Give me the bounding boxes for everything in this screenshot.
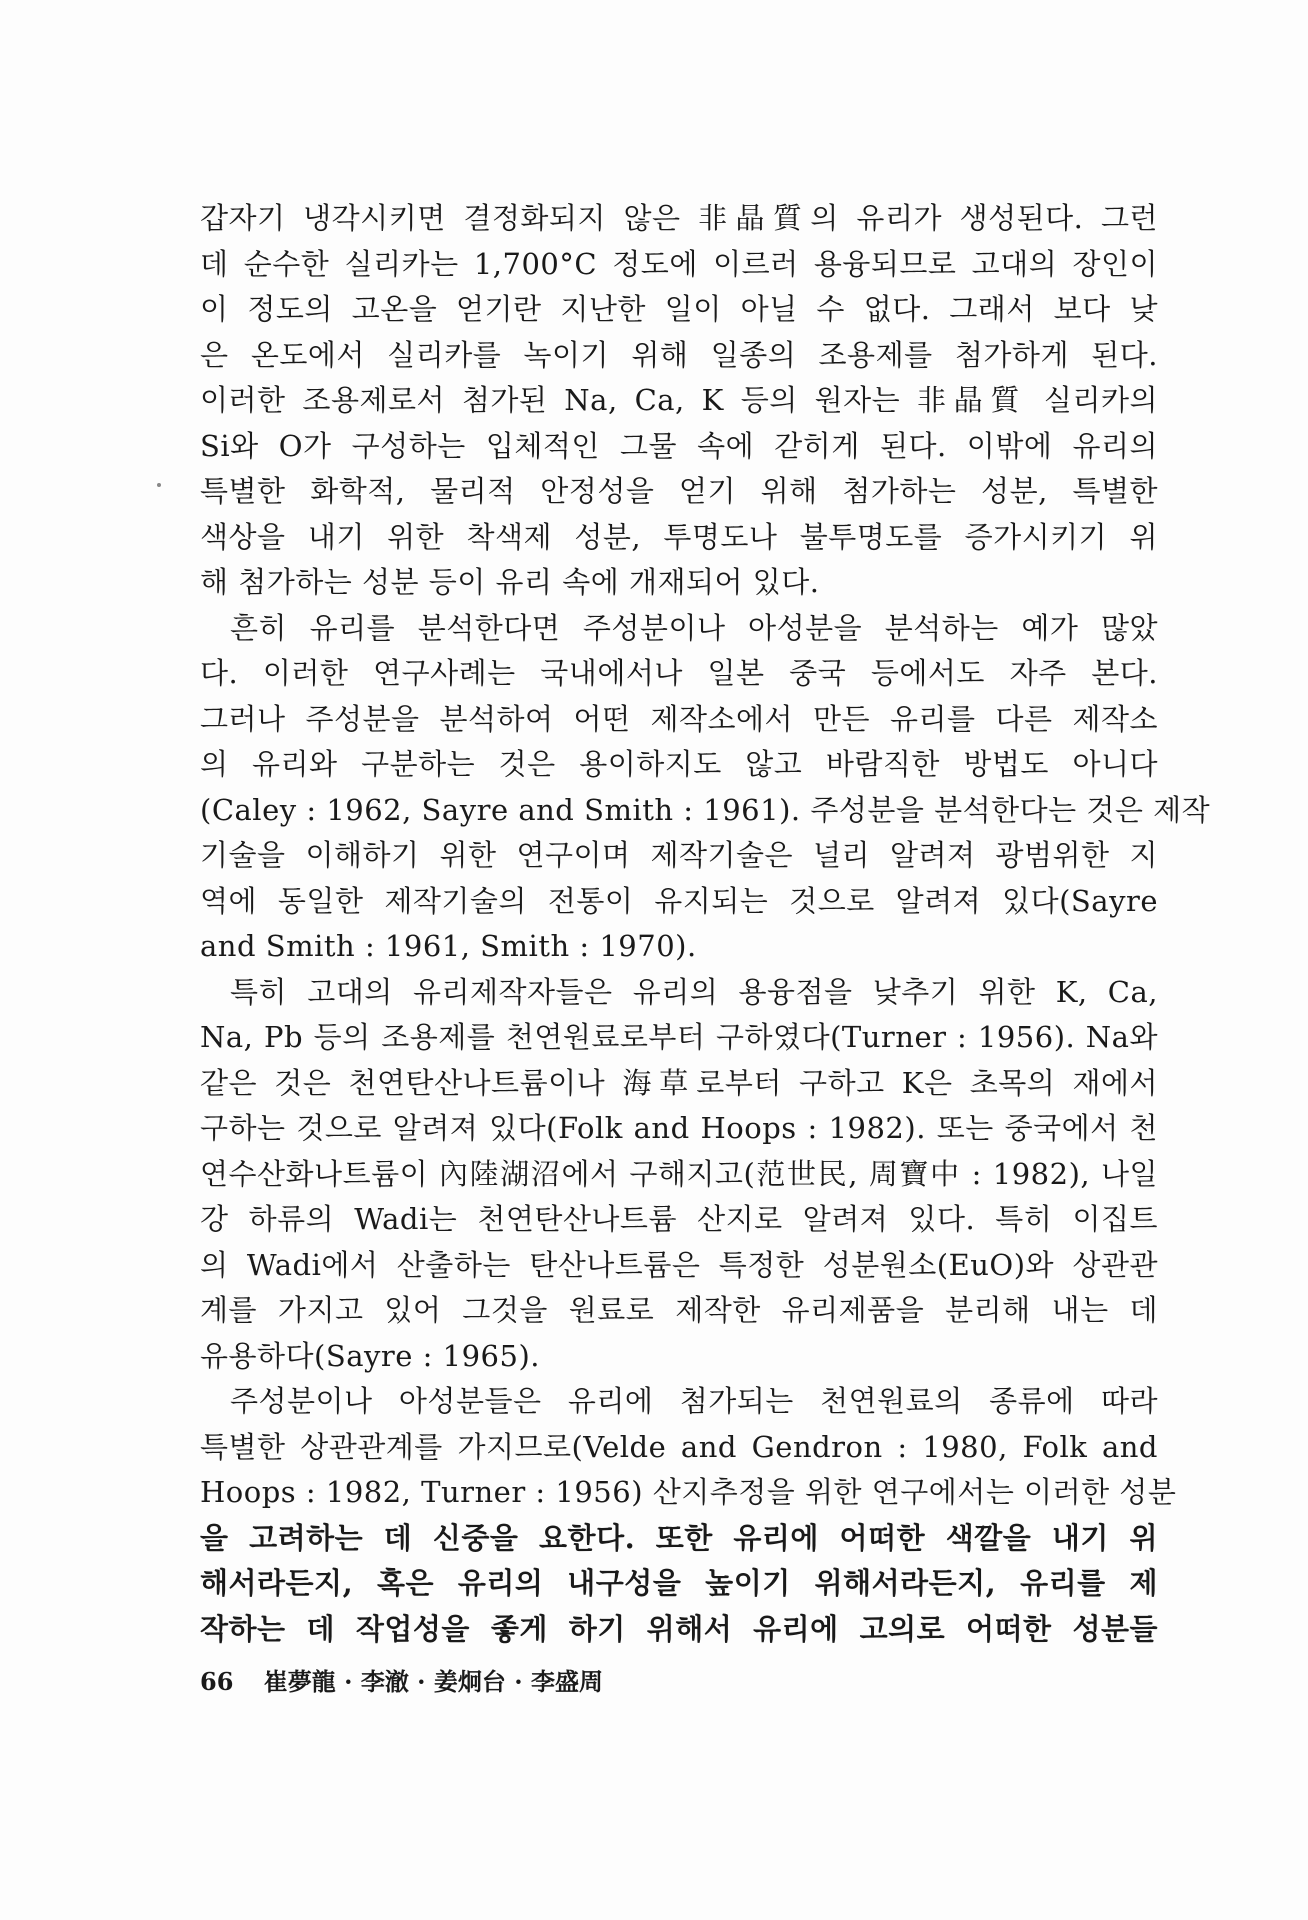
text-line: 강 하류의 Wadi는 천연탄산나트륨 산지로 알려져 있다. 특히 이집트 [200, 1202, 1158, 1236]
page-number: 66 [200, 1667, 234, 1696]
text-line: 이러한 조용제로서 첨가된 Na, Ca, K 등의 원자는 非晶質 실리카의 [200, 383, 1158, 417]
text-line: 기술을 이해하기 위한 연구이며 제작기술은 널리 알려져 광범위한 지 [200, 838, 1158, 872]
body-text [200, 196, 1211, 1652]
paragraph-first-line: 특히 고대의 유리제작자들은 유리의 용융점을 낮추기 위한 K, Ca, [230, 974, 1158, 1009]
text-line: 데 순수한 실리카는 1,700°C 정도에 이르러 용융되므로 고대의 장인이 [200, 246, 1158, 281]
text-line: 계를 가지고 있어 그것을 원료로 제작한 유리제품을 분리해 내는 데 [200, 1293, 1158, 1327]
text-line: 갑자기 냉각시키면 결정화되지 않은 非晶質의 유리가 생성된다. 그런 [200, 201, 1158, 235]
text-line: 작하는 데 작업성을 좋게 하기 위해서 유리에 고의로 어떠한 성분들 [200, 1611, 1158, 1646]
text-line: Na, Pb 등의 조용제를 천연원료로부터 구하였다(Turner : 1956). Na와 [200, 1020, 1158, 1054]
text-line: 같은 것은 천연탄산나트륨이나 海草로부터 구하고 K은 초목의 재에서 [200, 1065, 1158, 1100]
text-line: 이 정도의 고온을 얻기란 지난한 일이 아닐 수 없다. 그래서 보다 낮 [200, 292, 1158, 326]
text-line: Hoops : 1982, Turner : 1956) 산지추정을 위한 연구에서는 이러한 성분 [200, 1475, 1177, 1509]
text-line: 해 첨가하는 성분 등이 유리 속에 개재되어 있다. [200, 565, 820, 599]
margin-mark [157, 483, 161, 487]
text-line: Si와 O가 구성하는 입체적인 그물 속에 갇히게 된다. 이밖에 유리의 [200, 428, 1158, 463]
text-line: 의 유리와 구분하는 것은 용이하지도 않고 바람직한 방법도 아니다 [200, 747, 1158, 781]
text-line: 특별한 상관관계를 가지므로(Velde and Gendron : 1980, Folk and [200, 1429, 1158, 1464]
paragraph-first-line: 흔히 유리를 분석한다면 주성분이나 아성분을 분석하는 예가 많았 [230, 610, 1158, 645]
text-line: 특별한 화학적, 물리적 안정성을 얻기 위해 첨가하는 성분, 특별한 [200, 474, 1158, 508]
text-line: 그러나 주성분을 분석하여 어떤 제작소에서 만든 유리를 다른 제작소 [200, 701, 1158, 736]
text-line: 연수산화나트륨이 內陸湖沼에서 구해지고(范世民, 周寶中 : 1982), 나일 [200, 1156, 1158, 1191]
text-line: 역에 동일한 제작기술의 전통이 유지되는 것으로 알려져 있다(Sayre [200, 883, 1158, 918]
text-line: 구하는 것으로 알려져 있다(Folk and Hoops : 1982). 또는 중국에서 천 [200, 1111, 1158, 1145]
text-line: 색상을 내기 위한 착색제 성분, 투명도나 불투명도를 증가시키기 위 [200, 519, 1158, 554]
text-line: 해서라든지, 혹은 유리의 내구성을 높이기 위해서라든지, 유리를 제 [200, 1566, 1158, 1600]
text-line: and Smith : 1961, Smith : 1970). [200, 929, 697, 963]
text-line: 은 온도에서 실리카를 녹이기 위해 일종의 조용제를 첨가하게 된다. [200, 337, 1158, 372]
text-line: 의 Wadi에서 산출하는 탄산나트륨은 특정한 성분원소(EuO)와 상관관 [200, 1247, 1158, 1282]
text-line: 을 고려하는 데 신중을 요한다. 또한 유리에 어떠한 색깔을 내기 위 [200, 1520, 1158, 1555]
text-line: 유용하다(Sayre : 1965). [200, 1338, 540, 1373]
footer-authors: 崔夢龍 · 李澈 · 姜炯台 · 李盛周 [263, 1667, 603, 1696]
page-footer [200, 1662, 603, 1697]
text-line: 다. 이러한 연구사례는 국내에서나 일본 중국 등에서도 자주 본다. [200, 656, 1158, 690]
paragraph-first-line: 주성분이나 아성분들은 유리에 첨가되는 천연원료의 종류에 따라 [230, 1384, 1158, 1418]
text-line: (Caley : 1962, Sayre and Smith : 1961). 주성분을 분석한다는 것은 제작 [200, 792, 1211, 827]
